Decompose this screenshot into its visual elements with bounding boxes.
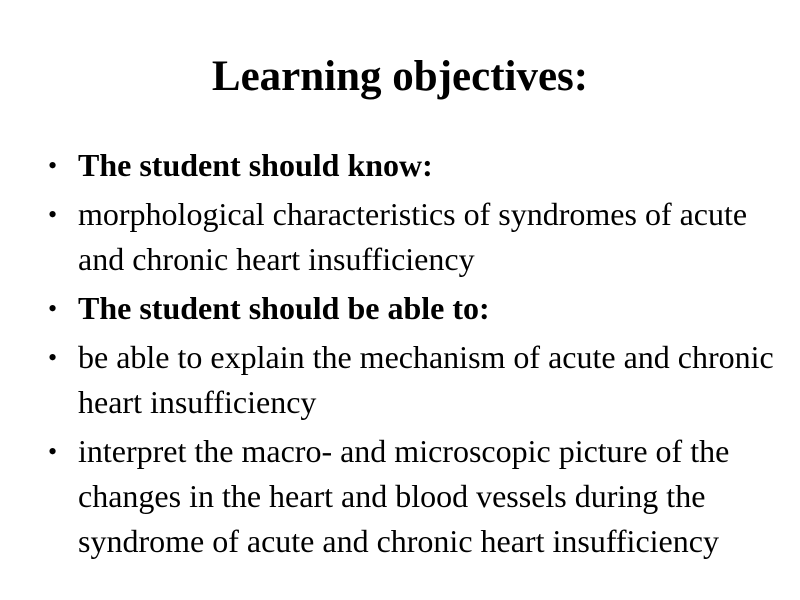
list-item — [48, 192, 788, 282]
list-item-text: be able to explain the mechanism of acute and chronic heart insufficiency — [78, 339, 774, 420]
bullet-icon: • — [48, 437, 58, 466]
bullet-icon: • — [48, 294, 58, 323]
list-item-text: morphological characteristics of syndromes of acute and chronic heart insufficiency — [78, 196, 748, 277]
bullet-icon: • — [48, 343, 58, 372]
objectives-list — [48, 143, 788, 568]
slide-title: Learning objectives: — [211, 53, 589, 100]
bullet-icon: • — [48, 151, 58, 180]
bullet-icon: • — [48, 200, 58, 229]
list-item-text: interpret the macro- and microscopic picture of the changes in the heart and blood vessels during the syndrome of acute and chronic heart insufficiency — [78, 433, 730, 559]
list-item — [48, 286, 788, 331]
list-item — [48, 143, 788, 188]
list-item-text: The student should be able to: — [78, 290, 490, 326]
list-item — [48, 335, 788, 425]
list-item-text: The student should know: — [78, 147, 433, 183]
list-item — [48, 429, 788, 564]
